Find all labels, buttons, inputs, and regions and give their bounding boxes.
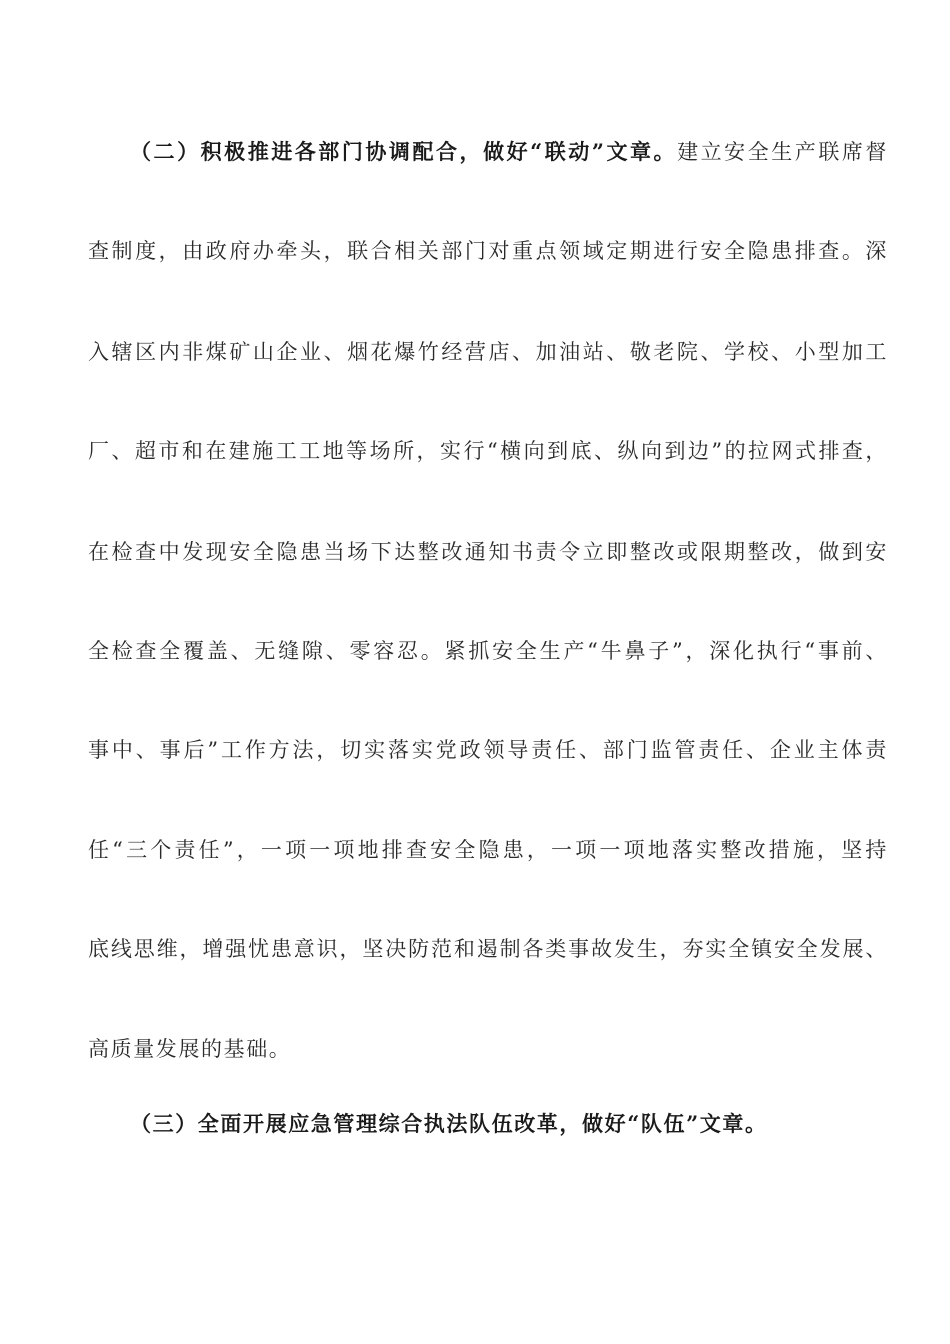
paragraph-2-line-3: 入辖区内非煤矿山企业、烟花爆竹经营店、加油站、敬老院、学校、小型加工 — [88, 340, 888, 364]
paragraph-2-line-8: 任“三个责任”，一项一项地排查安全隐患，一项一项地落实整改措施，坚持 — [88, 838, 888, 862]
paragraph-2-line-7: 事中、事后”工作方法，切实落实党政领导责任、部门监管责任、企业主体责 — [88, 738, 888, 762]
paragraph-2-line-9: 底线思维，增强忧患意识，坚决防范和遏制各类事故发生，夯实全镇安全发展、 — [88, 937, 888, 961]
paragraph-2-line-10: 高质量发展的基础。 — [88, 1037, 292, 1061]
paragraph-2-line-2: 查制度，由政府办牵头，联合相关部门对重点领域定期进行安全隐患排查。深 — [88, 239, 888, 263]
paragraph-2-line-4: 厂、超市和在建施工工地等场所，实行“横向到底、纵向到边”的拉网式排查， — [88, 439, 888, 463]
paragraph-2-line-6: 全检查全覆盖、无缝隙、零容忍。紧抓安全生产“牛鼻子”，深化执行“事前、 — [88, 639, 888, 663]
paragraph-2-line-5: 在检查中发现安全隐患当场下达整改通知书责令立即整改或限期整改，做到安 — [88, 540, 888, 564]
section-heading-3-line — [130, 1109, 888, 1139]
section-heading-3: （三）全面开展应急管理综合执法队伍改革，做好“队伍”文章。 — [130, 1111, 768, 1136]
paragraph-2-line-1 — [130, 137, 888, 167]
paragraph-2-text-start: 建立安全生产联席督 — [677, 140, 889, 164]
section-heading-2: （二）积极推进各部门协调配合，做好“联动”文章。 — [130, 139, 678, 164]
